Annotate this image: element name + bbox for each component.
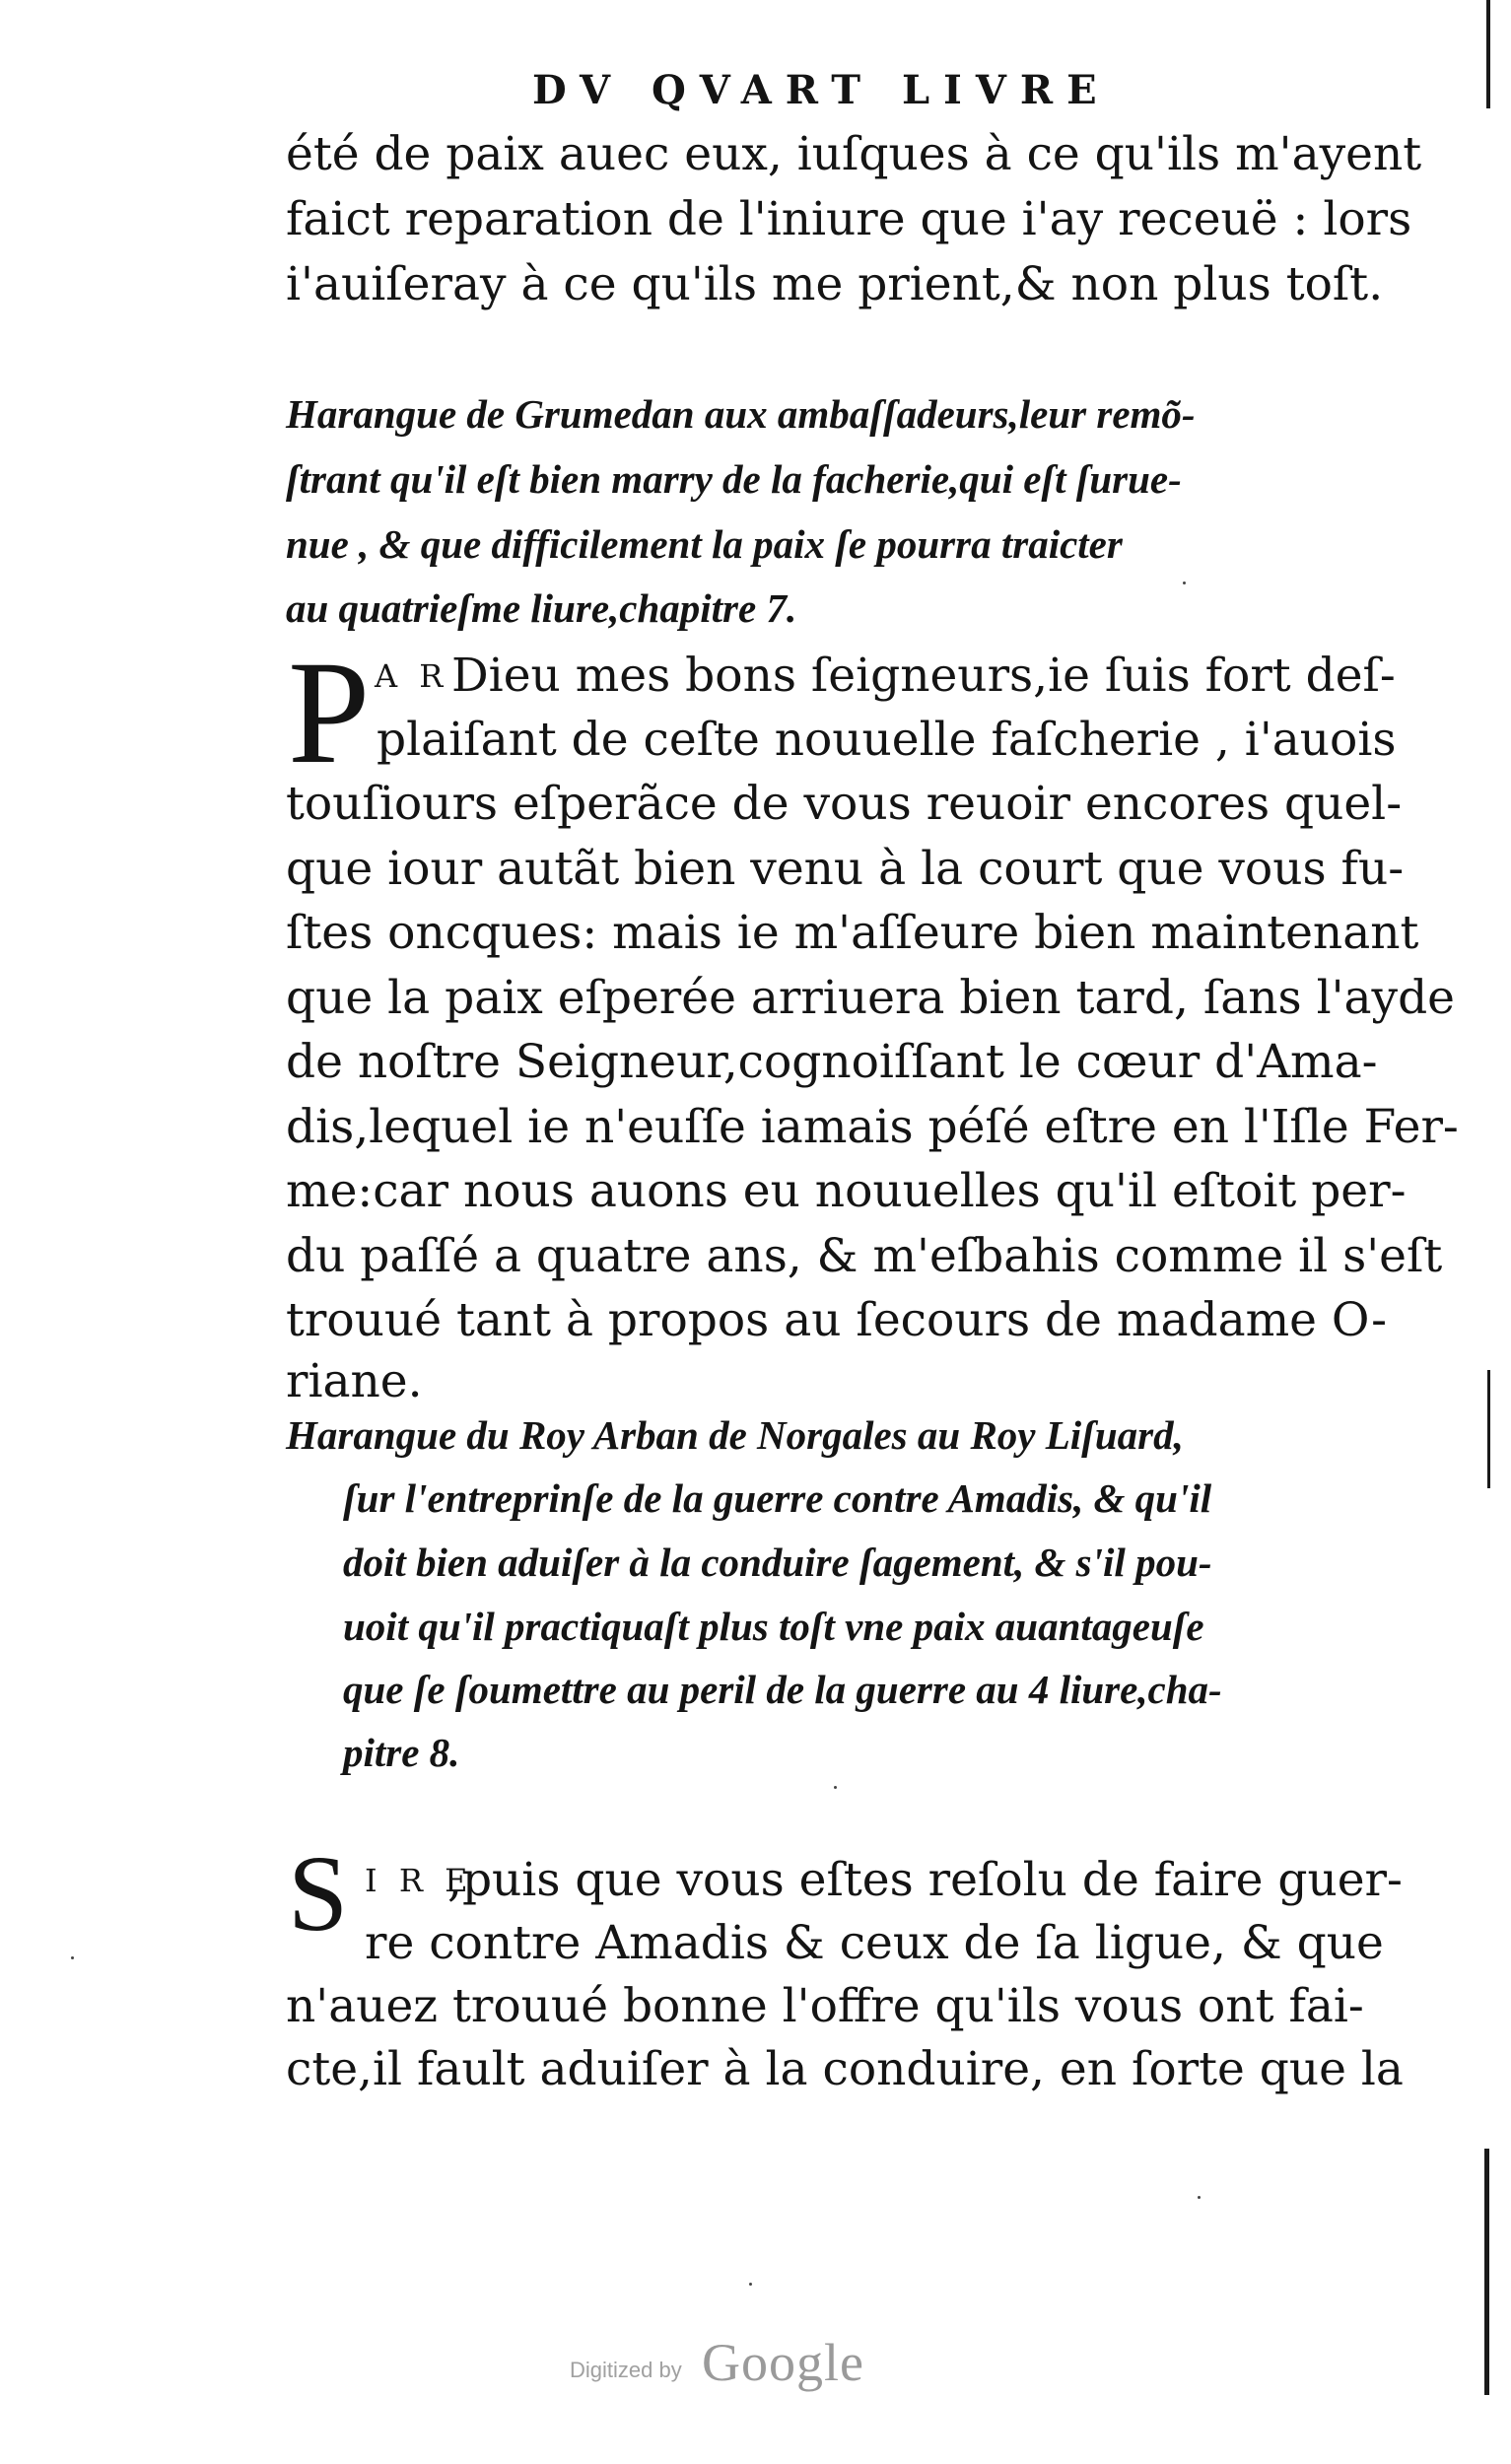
scan-speck	[71, 1956, 74, 1959]
body-line: Dieu mes bons ſeigneurs,ie ſuis fort deſ-	[451, 649, 1396, 703]
body-line: n'auez trouué bonne l'offre qu'ils vous ont fai-	[286, 1979, 1364, 2033]
scan-speck	[749, 2283, 752, 2286]
scan-speck	[1198, 2196, 1201, 2199]
body-line: ſtes oncques: mais ie m'aſſeure bien maintenant	[286, 906, 1419, 960]
body-line: cte,il fault aduiſer à la conduire, en ſorte que la	[286, 2042, 1404, 2096]
body-line: été de paix auec eux, iuſques à ce qu'ils m'ayent	[286, 127, 1422, 181]
body-line: de noſtre Seigneur,cognoiſſant le cœur d'Ama-	[286, 1035, 1378, 1089]
body-line: i'auiſeray à ce qu'ils me prient,& non plus toſt.	[286, 257, 1384, 311]
body-line: que la paix eſperée arriuera bien tard, ſans l'ayde	[286, 971, 1455, 1025]
chapter-heading-line: uoit qu'il practiquaſt plus toſt vne paix auantageuſe	[343, 1604, 1204, 1649]
body-line: plaiſant de ceſte nouuelle faſcherie , i'auois	[377, 713, 1397, 767]
scan-edge-mark	[1486, 0, 1490, 108]
running-head: DV QVART LIVRE	[532, 67, 1111, 113]
chapter-heading-line: Harangue du Roy Arban de Norgales au Roy Liſuard,	[286, 1412, 1184, 1458]
body-line: re contre Amadis & ceux de ſa ligue, & que	[365, 1916, 1384, 1970]
scan-speck	[1183, 582, 1186, 584]
body-line: que iour autãt bien venu à la court que vous fu-	[286, 842, 1405, 896]
body-line: touſiours eſperãce de vous reuoir encores quel-	[286, 777, 1403, 831]
google-logo: Google	[702, 2333, 864, 2392]
chapter-heading-line: pitre 8.	[343, 1730, 460, 1775]
scan-edge-mark	[1484, 2149, 1489, 2395]
chapter-heading-line: ſur l'entreprinſe de la guerre contre Amadis, & qu'il	[343, 1475, 1212, 1521]
chapter-heading-line: doit bien aduiſer à la conduire ſagement, & s'il pou-	[343, 1540, 1212, 1585]
small-caps-opening: A R	[375, 657, 449, 695]
body-line: dis,lequel ie n'euſſe iamais péſé eſtre en l'Iſle Fer-	[286, 1100, 1459, 1154]
drop-cap: P	[288, 631, 371, 794]
body-line: du paſſé a quatre ans, & m'eſbahis comme il s'eſt	[286, 1229, 1443, 1283]
chapter-heading-line: Harangue de Grumedan aux ambaſſadeurs,leur remõ-	[286, 391, 1196, 437]
body-line: riane.	[286, 1354, 423, 1408]
body-line: ,puis que vous eſtes reſolu de faire guer-	[447, 1853, 1403, 1907]
chapter-heading-line: que ſe ſoumettre au peril de la guerre au 4 liure,cha-	[343, 1667, 1222, 1712]
body-line: faict reparation de l'iniure que i'ay receuë : lors	[286, 192, 1412, 246]
digitized-by-label: Digitized by	[570, 2358, 682, 2382]
small-caps-opening: I R E	[365, 1862, 474, 1899]
body-line: me:car nous auons eu nouuelles qu'il eſtoit per-	[286, 1164, 1407, 1218]
scan-speck	[834, 1786, 837, 1789]
scan-edge-mark	[1487, 1370, 1490, 1488]
chapter-heading-line: ſtrant qu'il eſt bien marry de la facherie,qui eſt ſurue-	[286, 456, 1182, 502]
chapter-heading-line: au quatrieſme liure,chapitre 7.	[286, 585, 797, 631]
drop-cap: S	[288, 1833, 349, 1953]
body-line: trouué tant à propos au ſecours de madame O-	[286, 1293, 1388, 1347]
chapter-heading-line: nue , & que difficilement la paix ſe pourra traicter	[286, 521, 1123, 567]
